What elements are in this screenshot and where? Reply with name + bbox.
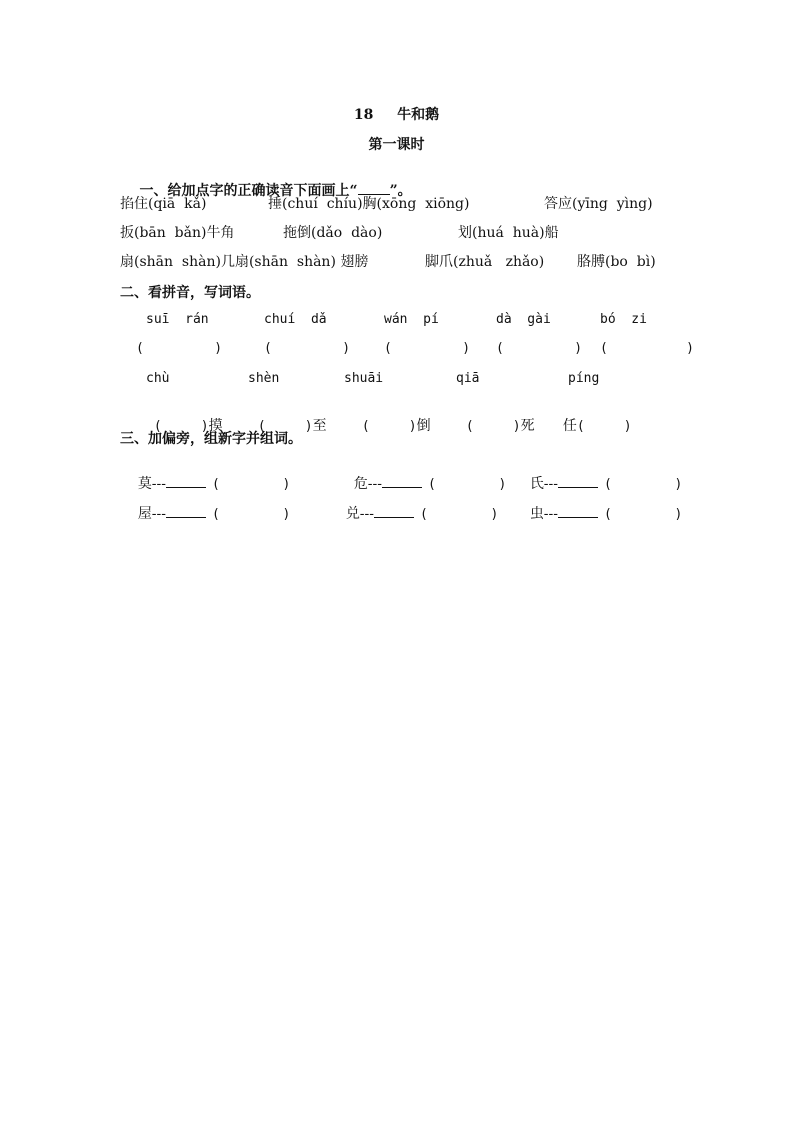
s1-r2-item3: 划(huá huà)船 [458,225,559,241]
answer-box-6[interactable]: ( ) [153,419,209,434]
pinyin-2: chuí dǎ [264,312,327,327]
pinyin-3: wán pí [384,312,439,327]
radical-char-2: 危--- [353,476,383,492]
answer-box-1[interactable]: ( ) [136,341,223,356]
answer-box-3[interactable]: ( ) [384,341,471,356]
radical-char-6: 虫--- [529,506,559,522]
section3-heading: 三、加偏旁，组新字并组词。 [120,431,302,447]
radical-item-6 [512,487,682,539]
pinyin-7: shèn [248,371,280,386]
radical-word-6[interactable]: ( ) [604,507,683,522]
radical-blank-4[interactable] [166,505,206,518]
answer-box-2[interactable]: ( ) [264,341,351,356]
fill-char-1: 摸 [208,418,223,434]
radical-word-1[interactable]: ( ) [212,477,291,492]
pinyin-10: píng [568,371,600,386]
s1-r3-item2: 脚爪(zhuǎ zhǎo) [425,254,545,270]
lesson-number: 18 [353,107,374,123]
radical-item-4 [120,487,290,539]
radical-blank-6[interactable] [558,505,598,518]
fill-item-3 [344,399,431,451]
s1-r1-item3: 答应(yīng yìng) [544,196,653,212]
answer-box-5[interactable]: ( ) [600,341,694,356]
fill-item-4 [448,399,535,451]
s1-r3-item3: 胳膊(bo bì) [577,254,656,270]
s1-r2-item1: 扳(bān bǎn)牛角 [120,225,235,241]
answer-box-9[interactable]: ( ) [465,419,521,434]
section2-heading: 二、看拼音，写词语。 [120,285,260,301]
lesson-name: 牛和鹅 [397,107,440,123]
radical-item-5 [328,487,498,539]
radical-char-4: 屋--- [137,506,167,522]
radical-char-1: 莫--- [137,476,167,492]
pinyin-5: bó zi [600,312,647,327]
s1-r1-item1: 掐住(qiā kǎ) [120,196,207,212]
radical-word-5[interactable]: ( ) [420,507,499,522]
pinyin-6: chù [146,371,170,386]
fill-item-5 [545,399,632,451]
answer-box-10[interactable]: ( ) [576,419,632,434]
lesson-title [0,104,793,124]
fill-char-4: 死 [520,418,535,434]
answer-box-7[interactable]: ( ) [257,419,313,434]
section1-heading-end: ”。 [389,183,412,199]
radical-word-4[interactable]: ( ) [212,507,291,522]
fill-char-2: 至 [312,418,327,434]
pinyin-4: dà gài [496,312,551,327]
radical-char-5: 兑--- [345,506,375,522]
fill-char-5: 任 [562,418,577,434]
answer-box-8[interactable]: ( ) [361,419,417,434]
section1-heading-text: 一、给加点字的正确读音下面画上“ [139,183,358,199]
pinyin-9: qiā [456,371,480,386]
lesson-subtitle: 第一课时 [368,137,425,153]
pinyin-8: shuāi [344,371,384,386]
pinyin-1: suī rán [146,312,209,327]
fill-char-3: 倒 [416,418,431,434]
s1-r2-item2: 拖倒(dǎo dào) [283,225,383,241]
s1-r1-item2: 捶(chuí chíu)胸(xōng xiōng) [268,196,470,212]
radical-char-3: 氏--- [529,476,559,492]
s1-r3-item1: 扇(shān shàn)几扇(shān shàn) 翅膀 [120,254,369,270]
radical-blank-5[interactable] [374,505,414,518]
radical-word-3[interactable]: ( ) [604,477,683,492]
radical-word-2[interactable]: ( ) [428,477,507,492]
answer-box-4[interactable]: ( ) [496,341,583,356]
